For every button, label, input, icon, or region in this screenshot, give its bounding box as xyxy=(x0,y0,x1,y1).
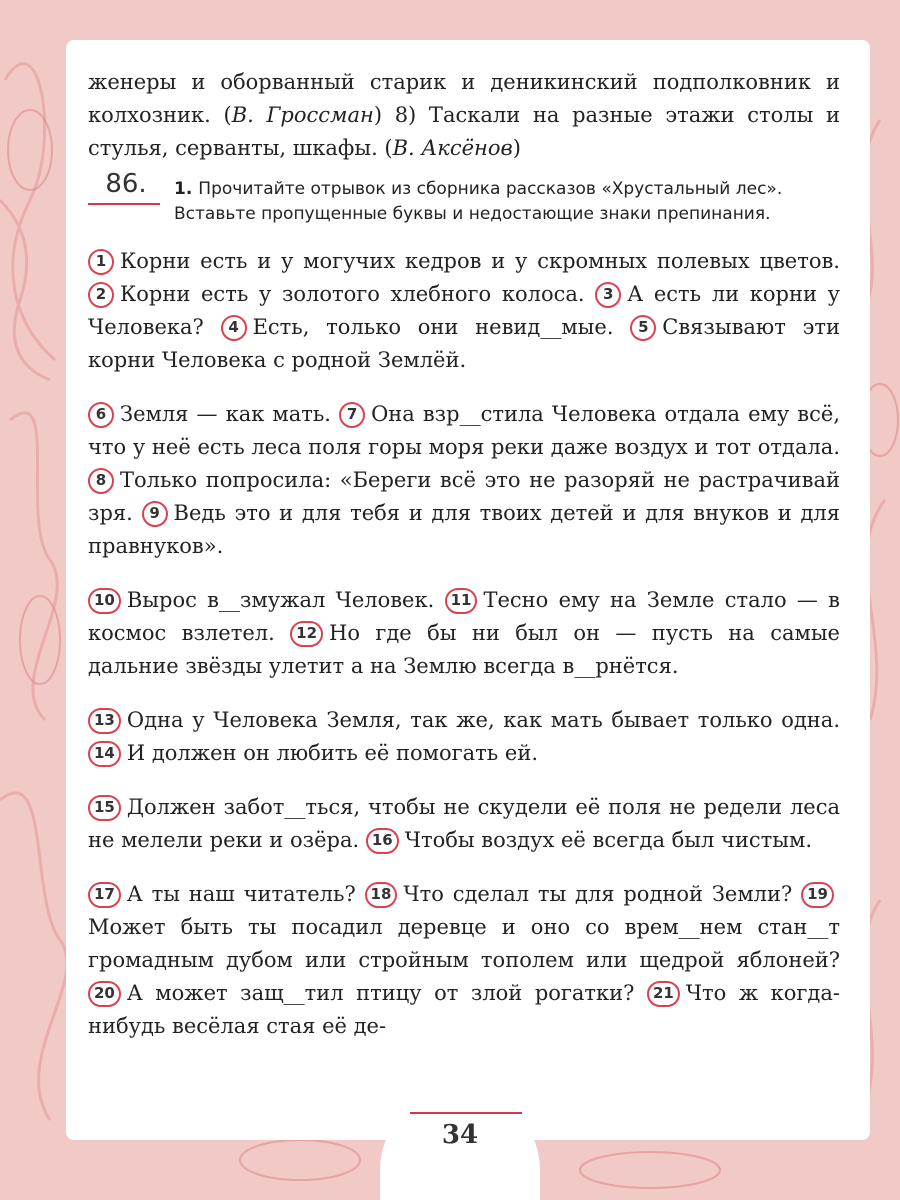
continued-text-part: ) xyxy=(512,136,521,160)
sentence: Может быть ты посадил деревце и оно со врем__нем стан__т громадным дубом или стройным тополем или щедрой яблоней? xyxy=(88,915,840,972)
sentence-marker: 17 xyxy=(88,882,121,908)
sentence-marker: 12 xyxy=(290,621,323,647)
sentence: Корни есть и у могучих кедров и у скромных полевых цветов. xyxy=(120,249,840,273)
exercise-instruction xyxy=(174,177,840,227)
sentence-marker: 2 xyxy=(88,282,114,308)
sentence: Одна у Человека Земля, так же, как мать бывает только одна. xyxy=(126,708,840,732)
sentence-marker: 11 xyxy=(445,588,478,614)
sentence-marker: 9 xyxy=(142,501,168,527)
sentence: Она взр__стила Человека отдала ему всё, что у неё есть леса поля горы моря реки даже воздух и тот отдала. xyxy=(88,402,840,459)
paragraph-3 xyxy=(88,584,840,683)
sentence-marker: 10 xyxy=(88,588,121,614)
sentence: Что ж когда-нибудь весёлая стая её де- xyxy=(88,981,840,1038)
sentence: И должен он любить её помогать ей. xyxy=(126,741,538,765)
sentence-marker: 20 xyxy=(88,981,121,1007)
continued-text xyxy=(88,66,840,165)
sentence-marker: 5 xyxy=(630,315,656,341)
sentence: Должен забот__ться, чтобы не скудели её поля не редели леса не мелели реки и озёра. xyxy=(88,795,840,852)
author-name: В. Гроссман xyxy=(231,103,374,127)
sentence: Что сделал ты для родной Земли? xyxy=(403,882,793,906)
sentence-marker: 18 xyxy=(365,882,398,908)
sentence-marker: 21 xyxy=(647,981,680,1007)
continued-text-part: женеры и оборванный старик и деникинский подполковник и колхозник. ( xyxy=(88,70,840,127)
sentence: Тесно ему на Земле стало — в космос взлетел. xyxy=(88,588,840,645)
sentence: А ты наш читатель? xyxy=(126,882,356,906)
instruction-text: Прочитайте отрывок из сборника рассказов «Хрустальный лес». Вставьте пропущенные буквы и недостающие знаки препинания. xyxy=(174,179,783,224)
sentence-marker: 16 xyxy=(366,828,399,854)
sentence: Есть, только они невид__мые. xyxy=(252,315,614,339)
sentence: А есть ли корни у Человека? xyxy=(88,282,840,339)
exercise-number-underline xyxy=(88,203,160,205)
sentence-marker: 14 xyxy=(88,741,121,767)
sentence: Ведь это и для тебя и для твоих детей и для внуков и для правнуков». xyxy=(88,501,840,558)
sentence: Вырос в__змужал Человек. xyxy=(126,588,435,612)
sentence-marker: 4 xyxy=(221,315,247,341)
exercise-number: 86. xyxy=(105,169,147,199)
sentence-marker: 3 xyxy=(595,282,621,308)
sentence-marker: 19 xyxy=(801,882,834,908)
sentence-marker: 13 xyxy=(88,708,121,734)
sentence-marker: 1 xyxy=(88,249,114,275)
paragraph-2 xyxy=(88,398,840,563)
sentence-marker: 6 xyxy=(88,402,114,428)
paragraph-6 xyxy=(88,878,840,1043)
sentence: Связывают эти корни Человека с родной Землёй. xyxy=(88,315,840,372)
task-number: 1. xyxy=(174,179,193,199)
author-name: В. Аксёнов xyxy=(392,136,513,160)
exercise-header xyxy=(88,169,840,237)
sentence: Корни есть у золотого хлебного колоса. xyxy=(120,282,585,306)
sentence-marker: 7 xyxy=(339,402,365,428)
sentence: Только попросила: «Береги всё это не разоряй не растрачивай зря. xyxy=(88,468,840,525)
sentence: Чтобы воздух её всегда был чистым. xyxy=(404,828,812,852)
sentence-marker: 15 xyxy=(88,795,121,821)
sentence-marker: 8 xyxy=(88,468,114,494)
page-number: 34 xyxy=(441,1120,479,1150)
page-number-rule xyxy=(410,1112,522,1114)
sentence: Земля — как мать. xyxy=(120,402,331,426)
page-content xyxy=(88,66,840,1064)
paragraph-1 xyxy=(88,245,840,377)
sentence: А может защ__тил птицу от злой рогатки? xyxy=(126,981,635,1005)
sentence: Но где бы ни был он — пусть на самые дальние звёзды улетит а на Землю всегда в__рнётся. xyxy=(88,621,840,678)
paragraph-4 xyxy=(88,704,840,770)
continued-text-part: ) 8) Таскали на разные этажи столы и стулья, серванты, шкафы. ( xyxy=(88,103,840,160)
paragraph-5 xyxy=(88,791,840,857)
